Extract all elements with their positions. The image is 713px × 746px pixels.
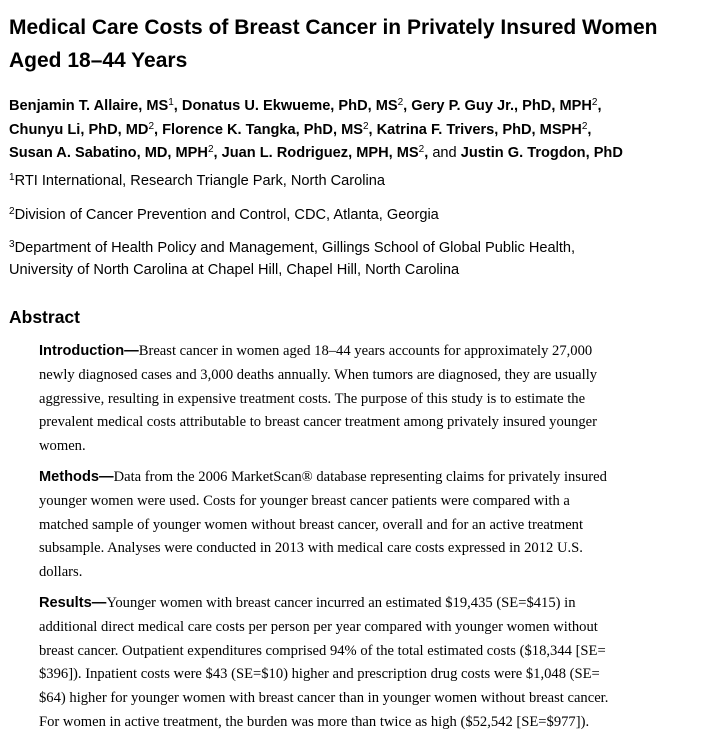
affiliation-line [9,170,709,192]
author-line-2 [9,119,713,143]
author-line-1 [9,95,713,119]
affiliation-text: RTI International, Research Triangle Park, North Carolina [14,173,385,189]
abstract-results [39,592,713,735]
author-conjunction: and [432,145,457,161]
abstract-line: $64) higher for younger women with breast cancer than in younger women without breast cancer. [39,690,609,707]
author-affiliation-mark: 2 [362,120,369,132]
affiliation-3 [9,237,709,281]
section-label: Introduction— [39,343,139,359]
section-label: Methods— [39,469,114,485]
author-name: Justin G. Trogdon, PhD [460,145,623,161]
affiliation-number: 1 [9,172,15,183]
abstract-line: prevalent medical costs attributable to breast cancer treatment among privately insured younger [39,414,597,431]
author-separator: , [213,145,222,161]
abstract-line: dollars. [39,564,83,581]
author-affiliation-mark: 2 [397,97,404,108]
affiliation-1 [9,170,709,192]
abstract-line [39,340,713,364]
section-text: Younger women with breast cancer incurred an estimated $19,435 (SE=$415) in [106,595,576,611]
abstract-line: For women in active treatment, the burden was more than twice as high ($52,542 [SE=$977]). [39,713,590,730]
author-name: Susan A. Sabatino, MD, MPH [9,145,208,161]
title-line-1: Medical Care Costs of Breast Cancer in Privately Insured Women [9,16,658,39]
abstract-line: women. [39,438,86,455]
author-name: Katrina F. Trivers, PhD, MSPH [376,121,582,138]
author-separator: , [173,98,182,114]
author-separator: , [154,121,163,138]
author-name: Chunyu Li, PhD, MD [9,121,149,138]
abstract-line [39,592,713,616]
affiliation-text: Department of Health Policy and Management, Gillings School of Global Public Health, [14,240,576,256]
author-line-3 [9,142,713,166]
abstract-line: subsample. Analyses were conducted in 2013 with medical care costs expressed in 2012 U.S. [39,540,583,557]
title-line-2: Aged 18–44 Years [9,49,188,72]
author-separator: , [424,145,433,161]
abstract-methods [39,466,713,585]
abstract-line: additional direct medical care costs per person per year compared with younger women without [39,618,598,635]
author-name: Gery P. Guy Jr., PhD, MPH [411,98,592,114]
author-list [9,95,713,166]
section-label: Results— [39,595,107,611]
affiliation-text: Division of Cancer Prevention and Control, CDC, Atlanta, Georgia [14,207,439,223]
abstract-line: younger women were used. Costs for younger breast cancer patients were compared with a [39,492,570,509]
abstract-line: newly diagnosed cases and 3,000 deaths annually. When tumors are diagnosed, they are usually [39,366,598,383]
author-separator: , [403,98,412,114]
affiliation-number: 3 [9,239,15,250]
abstract-line: $396]). Inpatient costs were $43 (SE=$10) higher and prescription drug costs were $1,048 (SE= [39,666,600,683]
author-affiliation-mark: 2 [418,144,425,155]
abstract-line [39,466,713,490]
author-separator: , [587,121,592,138]
author-affiliation-mark: 2 [581,120,588,132]
abstract-line: breast cancer. Outpatient expenditures comprised 94% of the total estimated costs ($18,344 [SE= [39,642,606,659]
author-separator: , [368,121,377,138]
section-text: Data from the 2006 MarketScan® database representing claims for privately insured [113,469,607,485]
author-affiliation-mark: 2 [591,97,598,108]
section-text: Breast cancer in women aged 18–44 years accounts for approximately 27,000 [138,343,593,359]
author-affiliation-mark: 2 [148,120,155,132]
abstract-introduction [39,340,713,459]
author-name: Juan L. Rodriguez, MPH, MS [221,145,419,161]
author-name: Benjamin T. Allaire, MS [9,98,169,114]
author-separator: , [597,98,602,114]
affiliation-line [9,237,709,259]
affiliation-line: University of North Carolina at Chapel Hill, Chapel Hill, North Carolina [9,262,460,278]
affiliation-number: 2 [9,206,15,217]
author-affiliation-mark: 1 [168,97,174,108]
author-name: Florence K. Tangka, PhD, MS [162,121,363,138]
author-affiliation-mark: 2 [207,144,214,155]
abstract-heading: Abstract [9,307,80,327]
author-name: Donatus U. Ekwueme, PhD, MS [181,98,398,114]
abstract-line: aggressive, resulting in expensive treatment costs. The purpose of this study is to estimate the [39,390,586,407]
abstract-line: matched sample of younger women without breast cancer, overall and for an active treatment [39,516,584,533]
affiliation-2 [9,204,709,226]
paper-title [9,11,713,77]
affiliation-line [9,204,709,226]
